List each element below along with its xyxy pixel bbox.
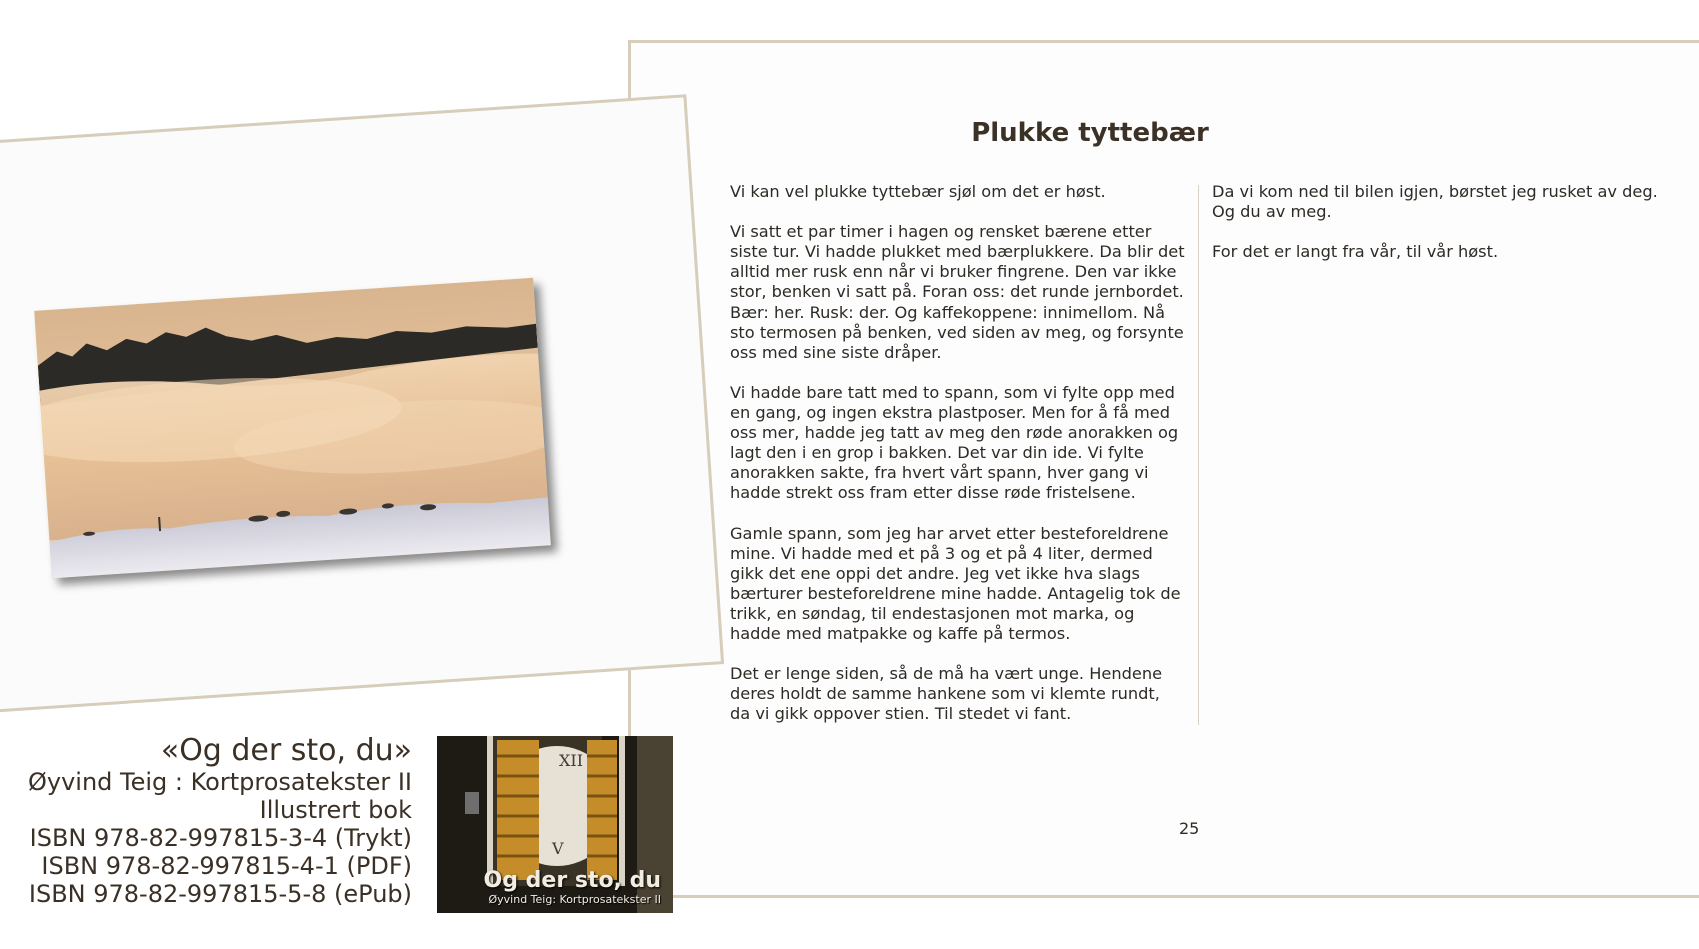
article-body-left-column <box>730 182 1185 745</box>
article-body-right-column <box>1212 182 1672 282</box>
isbn-epub: ISBN 978-82-997815-5-8 (ePub) <box>28 880 412 908</box>
paragraph: Det er lenge siden, så de må ha vært unge. Hendene deres holdt de samme hankene som vi klemte rundt, da vi gikk oppover stien. Til stedet vi fant. <box>730 664 1163 724</box>
paragraph: For det er langt fra vår, til vår høst. <box>1212 242 1499 262</box>
cover-subtitle: Øyvind Teig: Kortprosatekster II <box>488 893 661 906</box>
book-author: Øyvind Teig : Kortprosatekster II <box>27 768 412 796</box>
svg-text:XII: XII <box>559 751 584 770</box>
winter-fog-photo <box>34 278 551 579</box>
svg-text:V: V <box>552 839 564 858</box>
column-divider <box>1198 185 1199 725</box>
paragraph: Vi satt et par timer i hagen og rensket bærene etter siste tur. Vi hadde plukket med bærplukkere. Da blir det alltid mer rusk enn når vi bruker fingrene. Den var ikke stor, benken vi satt på. Foran oss: det runde jernbordet. Bær: her. Rusk: der. Og kaffekoppene: innimellom. Nå sto termosen på benken, ved siden av meg, og forsynte oss med sine siste dråper. <box>730 222 1185 362</box>
isbn-pdf: ISBN 978-82-997815-4-1 (PDF) <box>41 852 412 880</box>
page-number: 25 <box>1179 819 1200 838</box>
book-subtitle: Illustrert bok <box>259 796 412 824</box>
paragraph: Da vi kom ned til bilen igjen, børstet jeg rusket av deg. Og du av meg. <box>1212 182 1658 222</box>
book-title: «Og der sto, du» <box>160 733 412 768</box>
paragraph: Vi hadde bare tatt med to spann, som vi fylte opp med en gang, og ingen ekstra plastposer. Men for å få med oss mer, hadde jeg tatt av meg den røde anorakken og lagt den i en grop i bakken. Det var din ide. Vi fylte anorakken sakte, fra hvert vårt spann, hver gang vi hadde strekt oss fram etter disse røde fristelsene. <box>730 382 1179 503</box>
cover-title: Og der sto, du <box>483 868 661 893</box>
paragraph: Vi kan vel plukke tyttebær sjøl om det er høst. <box>730 182 1106 201</box>
isbn-printed: ISBN 978-82-997815-3-4 (Trykt) <box>29 824 412 852</box>
paragraph: Gamle spann, som jeg har arvet etter besteforeldrene mine. Vi hadde med et på 3 og et på 4 liter, dermed gikk det ene oppi det andre. Jeg vet ikke hva slags bærturer besteforeldrene mine hadde. Antagelig tok de trikk, en søndag, til endestasjonen mot marka, og hadde med matpakke og kaffe på termos. <box>730 523 1181 644</box>
fog-landscape-image <box>34 278 551 579</box>
book-info <box>28 734 412 908</box>
book-cover-image <box>437 736 673 913</box>
photo-card <box>0 94 724 713</box>
article-title: Plukke tyttebær <box>971 118 1209 148</box>
